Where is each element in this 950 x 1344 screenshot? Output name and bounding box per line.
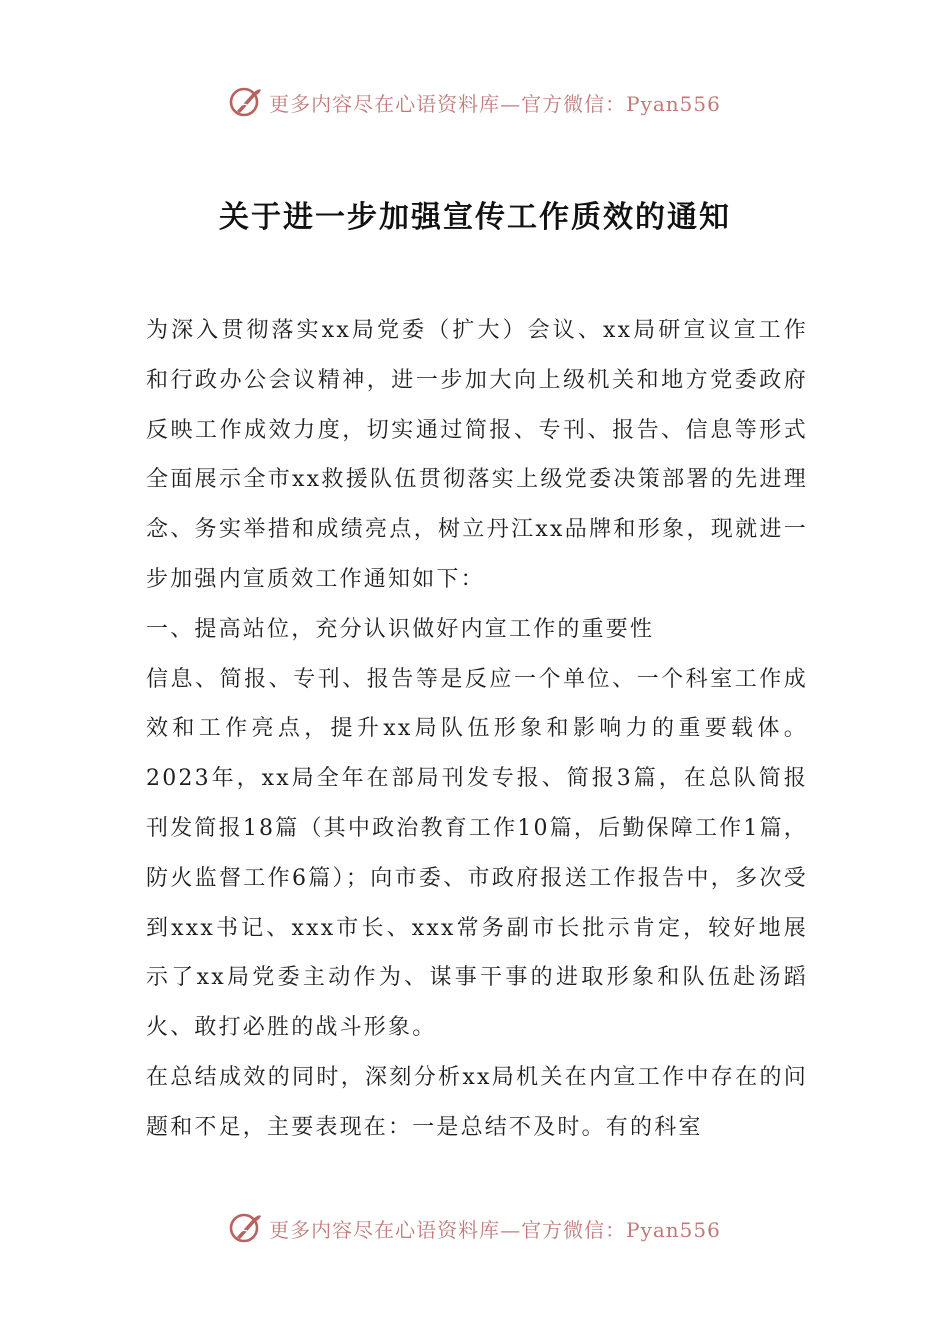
quill-pen-seal-icon <box>229 85 263 119</box>
document-body <box>146 306 808 1153</box>
body-paragraph: 信息、简报、专刊、报告等是反应一个单位、一个科室工作成效和工作亮点，提升xx局队伍形象和影响力的重要载体。2023年，xx局全年在部局刊发专报、简报3篇，在总队简报刊发简报18篇（其中政治教育工作10篇，后勤保障工作1篇，防火监督工作6篇）；向市委、市政府报送工作报告中，多次受到xxx书记、xxx市长、xxx常务副市长批示肯定，较好地展示了xx局党委主动作为、谋事干事的进取形象和队伍赴汤蹈火、敢打必胜的战斗形象。 <box>146 666 808 1041</box>
footer-watermark-banner <box>0 1208 950 1248</box>
intro-paragraph: 为深入贯彻落实xx局党委（扩大）会议、xx局研宣议宣工作和行政办公会议精神，进一步加大向上级机关和地方党委政府反映工作成效力度，切实通过简报、专刊、报告、信息等形式全面展示全市xx救援队伍贯彻落实上级党委决策部署的先进理念、务实举措和成绩亮点，树立丹江xx品牌和形象，现就进一步加强内宣质效工作通知如下： <box>146 318 808 592</box>
header-watermark-banner <box>0 82 950 122</box>
section-heading-1: 一、提高站位，充分认识做好内宣工作的重要性 <box>146 616 655 642</box>
footer-watermark-text: 更多内容尽在心语资料库—官方微信：Pyan556 <box>269 1217 721 1242</box>
body-paragraph: 在总结成效的同时，深刻分析xx局机关在内宣工作中存在的问题和不足，主要表现在：一是总结不及时。有的科室 <box>146 1064 808 1140</box>
header-watermark-text: 更多内容尽在心语资料库—官方微信：Pyan556 <box>269 91 721 116</box>
quill-pen-seal-icon <box>229 1211 263 1245</box>
document-title: 关于进一步加强宣传工作质效的通知 <box>219 200 731 236</box>
